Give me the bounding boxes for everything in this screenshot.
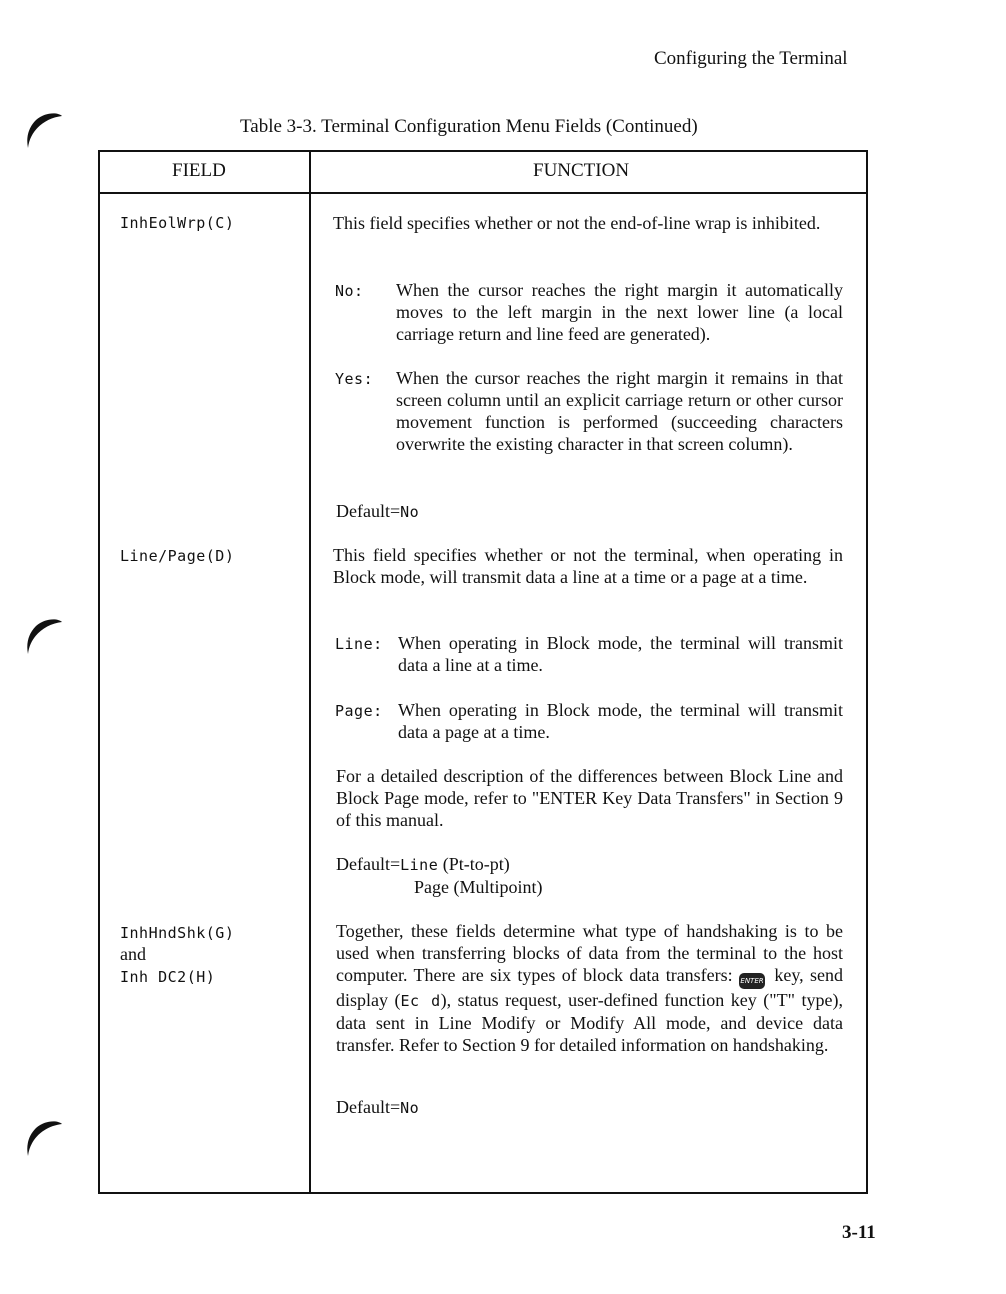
field-name: Line/Page(D) — [120, 547, 235, 565]
binder-hole-mark — [0, 1108, 80, 1188]
field-description: Together, these fields determine what type of handshaking is to be used when transferring blocks of data from the terminal to the host computer. There are six types of block data transfers: ENTER key, send display (Ec d), status request, user-defined function key ("T" type), data sent in Line Modify or Modify All mode, and device data transfer. Refer to Section 9 for detailed information on handshaking. — [336, 921, 843, 1055]
option-label: Yes: — [335, 370, 374, 388]
option-label: Line: — [335, 635, 383, 653]
column-divider — [309, 150, 311, 1194]
column-header-function: FUNCTION — [533, 160, 630, 181]
default-value: Default=No — [336, 1097, 420, 1117]
section-reference-note: For a detailed description of the differences between Block Line and Block Page mode, refer to "ENTER Key Data Transfers" in Section 9 of this manual. — [336, 766, 843, 830]
field-description: This field specifies whether or not the end-of-line wrap is inhibited. — [333, 213, 821, 233]
field-name-conjunction: and — [120, 944, 146, 964]
binder-hole-mark — [0, 100, 80, 180]
option-text: When the cursor reaches the right margin it automatically moves to the left margin in the next lower line (a local carriage return and line feed are generated). — [396, 280, 843, 344]
table-caption: Table 3-3. Terminal Configuration Menu Fields (Continued) — [240, 116, 698, 137]
header-rule — [98, 192, 868, 194]
default-value: Default=Line (Pt-to-pt) — [336, 854, 510, 874]
field-name: Inh DC2(H) — [120, 968, 216, 986]
field-description: This field specifies whether or not the terminal, when operating in Block mode, will transmit data a line at a time or a page at a time. — [333, 545, 843, 587]
option-label: No: — [335, 282, 364, 300]
page-number: 3-11 — [842, 1222, 876, 1243]
running-head: Configuring the Terminal — [654, 48, 848, 69]
option-label: Page: — [335, 702, 383, 720]
enter-key-icon: ENTER — [739, 973, 765, 989]
default-value: Default=No — [336, 501, 420, 521]
option-text: When operating in Block mode, the terminal will transmit data a line at a time. — [398, 633, 843, 675]
column-header-field: FIELD — [172, 160, 226, 181]
default-alternate: Page (Multipoint) — [414, 877, 543, 897]
option-text: When the cursor reaches the right margin it remains in that screen column until an explicit carriage return or other cursor movement function is performed (succeeding characters overwrite the existing character in that screen column). — [396, 368, 843, 454]
field-name: InhEolWrp(C) — [120, 214, 235, 232]
binder-hole-mark — [0, 606, 80, 686]
field-name: InhHndShk(G) — [120, 924, 235, 942]
option-text: When operating in Block mode, the terminal will transmit data a page at a time. — [398, 700, 843, 742]
